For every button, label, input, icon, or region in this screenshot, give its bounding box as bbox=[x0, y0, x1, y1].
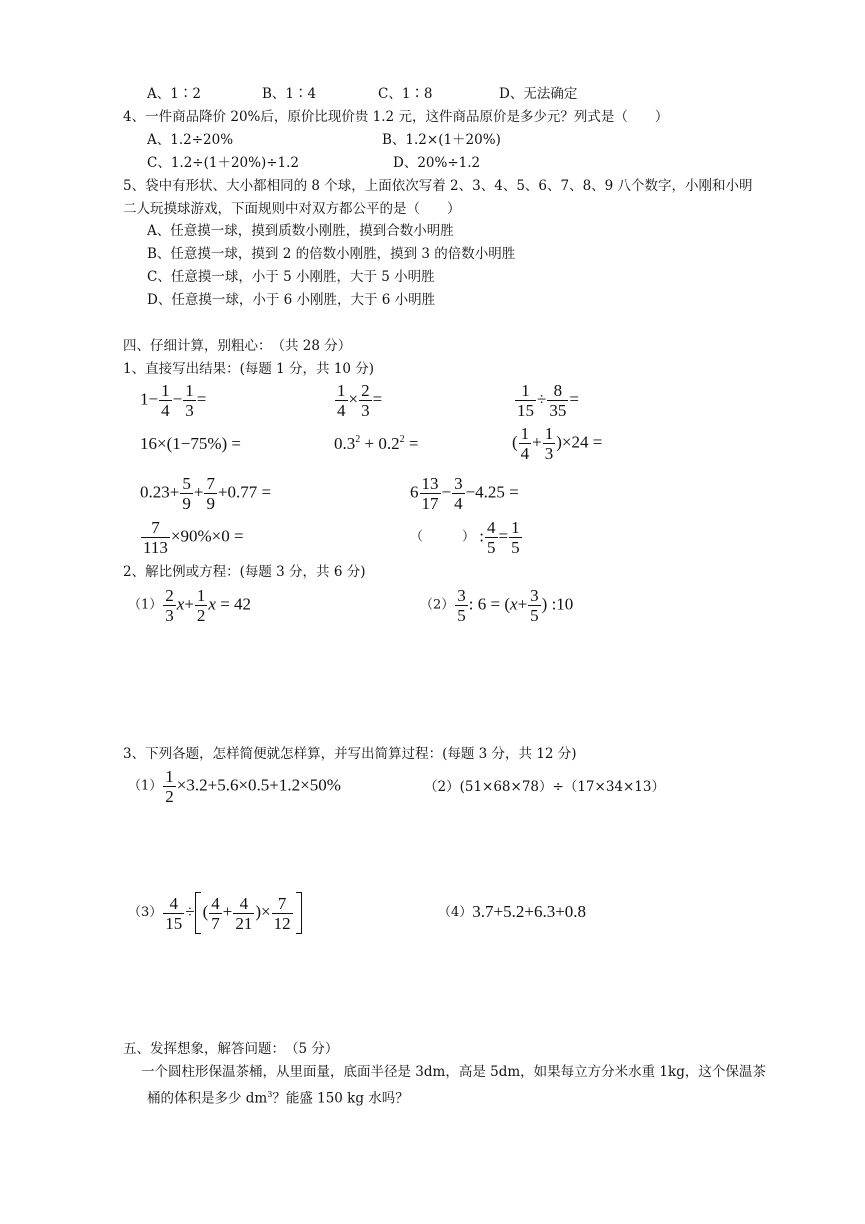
equation-1: （1） $\frac{2}{3}$ x+ $\frac{1}{2}$ x = 42 bbox=[128, 586, 252, 625]
q4-option-b: B、1.2×(1＋20%) bbox=[382, 132, 501, 148]
q5-stem-line1: 5、袋中有形状、大小都相同的 8 个球，上面依次写着 2、3、4、5、6、7、8、9 八个数字，小刚和小明 bbox=[123, 178, 753, 194]
calc-1: 1− $\frac{1}{4}$ − $\frac{1}{3}$ = bbox=[140, 381, 207, 420]
q5-option-a: A、任意摸一球，摸到质数小刚胜，摸到合数小明胜 bbox=[147, 223, 454, 239]
calc-10: （ ） : $\frac{4}{5}$ = $\frac{1}{5}$ bbox=[410, 518, 520, 557]
calc-9: $\frac{7}{113}$ ×90%×0 = bbox=[143, 518, 244, 557]
q5-stem-line2: 二人玩摸球游戏，下面规则中对双方都公平的是（ ） bbox=[123, 201, 461, 217]
q3-option-d: D、无法确定 bbox=[499, 86, 578, 102]
section5-title: 五、发挥想象，解答问题： （5 分） bbox=[123, 1041, 339, 1057]
calc-6: ( $\frac{1}{4}$ + $\frac{1}{3}$ )×24 = bbox=[512, 424, 603, 463]
calc-7: 0.23+ $\frac{5}{9}$ + $\frac{7}{9}$ +0.77 = bbox=[140, 474, 272, 513]
q4-option-c: C、1.2÷(1＋20%)÷1.2 bbox=[147, 155, 300, 171]
q4-stem: 4、一件商品降价 20%后，原价比现价贵 1.2 元，这件商品原价是多少元？列式是（ ） bbox=[123, 109, 669, 125]
calc-2: $\frac{1}{4}$ × $\frac{2}{3}$ = bbox=[337, 381, 383, 420]
calc-5: $0.3^2 + 0.2^2$ = bbox=[334, 434, 419, 453]
simplify-2: （2）(51×68×78）÷（17×34×13） bbox=[424, 779, 665, 795]
section4-title: 四、仔细计算，别粗心： （共 28 分） bbox=[123, 338, 352, 354]
simplify-1: （1） $\frac{1}{2}$ ×3.2+5.6×0.5+1.2×50% bbox=[128, 767, 341, 806]
section5-problem-line1: 一个圆柱形保温茶桶，从里面量，底面半径是 3dm，高是 5dm，如果每立方分米水重 1kg，这个保温茶 bbox=[141, 1064, 766, 1080]
part1-title: 1、直接写出结果：(每题 1 分，共 10 分) bbox=[123, 361, 375, 377]
q3-option-b: B、1∶4 bbox=[262, 86, 317, 102]
calc-8: 6 $\frac{13}{17}$ − $\frac{3}{4}$ −4.25 = bbox=[410, 474, 519, 513]
equation-2: （2） $\frac{3}{5}$ : 6 = (x+ $\frac{3}{5}$ ) :10 bbox=[420, 586, 574, 625]
q5-option-d: D、任意摸一球，小于 6 小刚胜，大于 6 小明胜 bbox=[147, 292, 436, 308]
q3-option-c: C、1∶8 bbox=[378, 86, 433, 102]
answer-blank[interactable]: （ ） bbox=[410, 529, 476, 545]
simplify-4: （4）3.7+5.2+6.3+0.8 bbox=[438, 902, 587, 921]
part3-title: 3、下列各题，怎样简便就怎样算，并写出简算过程：(每题 3 分，共 12 分) bbox=[123, 746, 577, 762]
part2-title: 2、解比例或方程：(每题 3 分，共 6 分) bbox=[123, 564, 366, 580]
q5-option-b: B、任意摸一球，摸到 2 的倍数小刚胜，摸到 3 的倍数小明胜 bbox=[147, 246, 516, 262]
q4-option-d: D、20%÷1.2 bbox=[393, 155, 481, 171]
section5-problem-line2: 桶的体积是多少 $dm^3$？能盛 150 kg 水吗？ bbox=[147, 1090, 409, 1107]
simplify-3: （3） $\frac{4}{15}$ ÷ ( $\frac{4}{7}$ + $\frac{4}{21}$ )× $\frac{7}{12}$ bbox=[128, 892, 302, 934]
calc-3: $\frac{1}{15}$ ÷ $\frac{8}{35}$ = bbox=[517, 381, 579, 420]
q5-option-c: C、任意摸一球，小于 5 小刚胜，大于 5 小明胜 bbox=[147, 269, 435, 285]
q3-option-a: A、1∶2 bbox=[147, 86, 201, 102]
calc-4: 16×(1−75%) = bbox=[140, 434, 241, 453]
q4-option-a: A、1.2÷20% bbox=[147, 132, 234, 148]
